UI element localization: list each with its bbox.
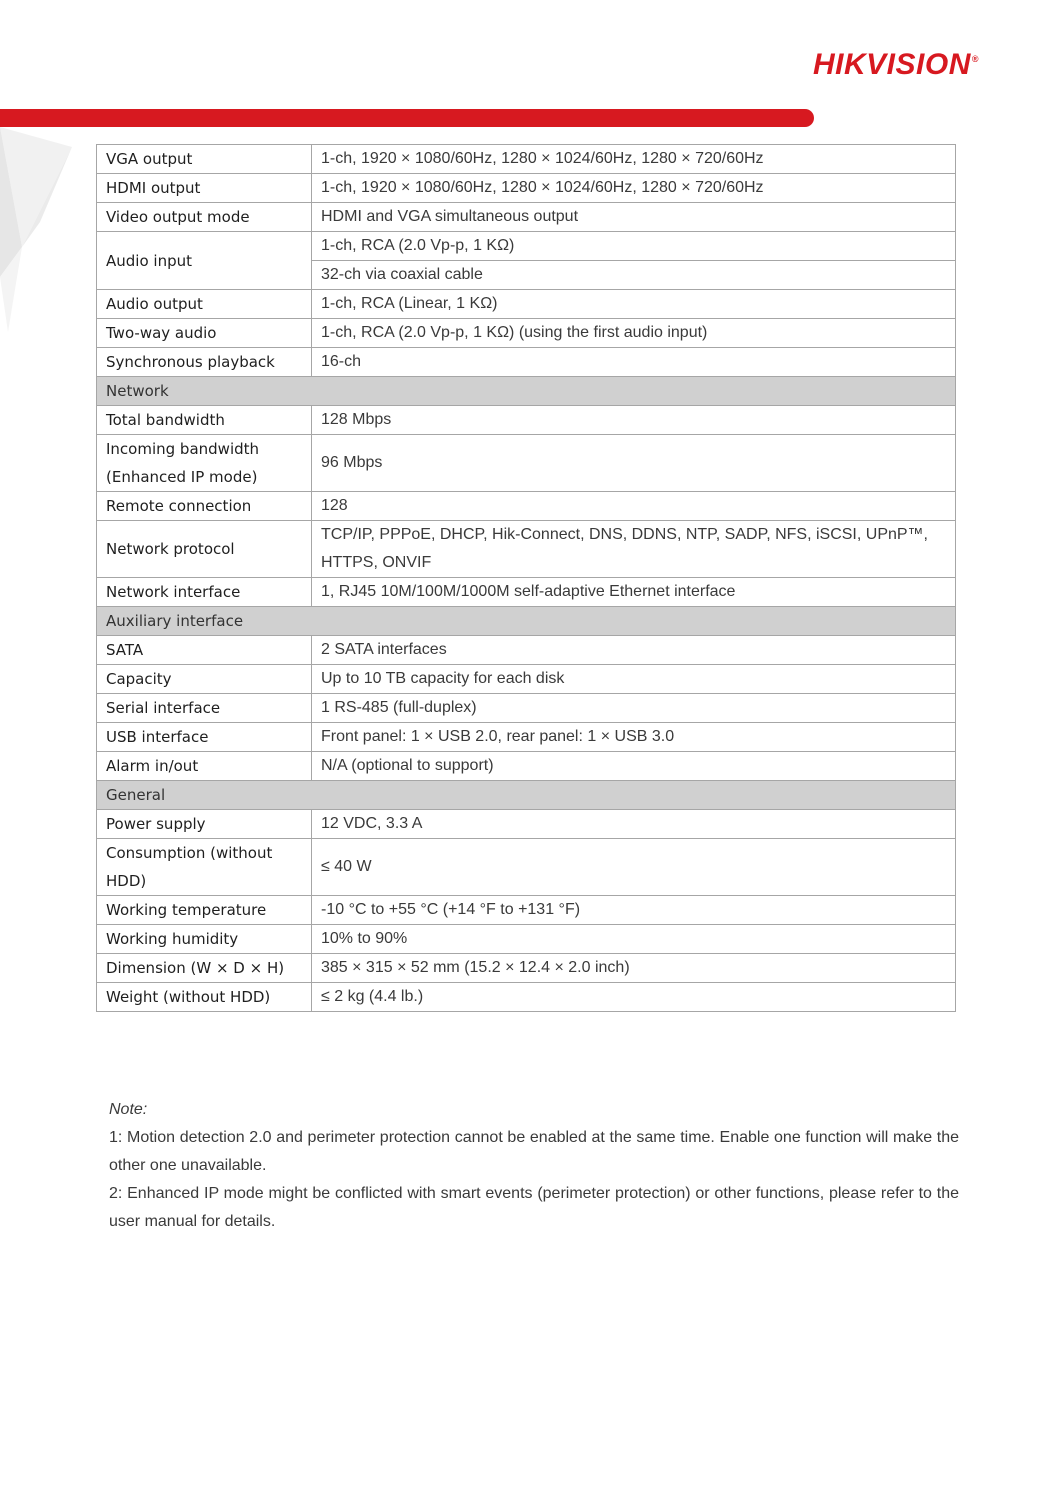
- section-header-row: [97, 377, 956, 406]
- note-item-2: 2: Enhanced IP mode might be conflicted with smart events (perimeter protection) or other functions, please refer to the user manual for details.: [109, 1185, 959, 1230]
- table-row: [97, 983, 956, 1012]
- spec-value: -10 °C to +55 °C (+14 °F to +131 °F): [312, 896, 956, 925]
- table-row: [97, 435, 956, 492]
- table-row: [97, 636, 956, 665]
- spec-label: Alarm in/out: [97, 752, 312, 781]
- spec-label: Dimension (W × D × H): [97, 954, 312, 983]
- spec-value: 1-ch, 1920 × 1080/60Hz, 1280 × 1024/60Hz, 1280 × 720/60Hz: [312, 174, 956, 203]
- table-row: [97, 174, 956, 203]
- table-row: [97, 406, 956, 435]
- table-row: [97, 839, 956, 896]
- spec-value: Front panel: 1 × USB 2.0, rear panel: 1 × USB 3.0: [312, 723, 956, 752]
- spec-value: 1-ch, RCA (2.0 Vp-p, 1 KΩ): [312, 232, 956, 261]
- spec-label: Audio input: [97, 232, 312, 290]
- spec-label: Synchronous playback: [97, 348, 312, 377]
- table-row: [97, 954, 956, 983]
- spec-value: TCP/IP, PPPoE, DHCP, Hik-Connect, DNS, DDNS, NTP, SADP, NFS, iSCSI, UPnP™, HTTPS, ONVIF: [312, 521, 956, 578]
- section-title: Network: [97, 377, 956, 406]
- spec-value: 1-ch, 1920 × 1080/60Hz, 1280 × 1024/60Hz, 1280 × 720/60Hz: [312, 145, 956, 174]
- spec-label: Total bandwidth: [97, 406, 312, 435]
- spec-label: Serial interface: [97, 694, 312, 723]
- table-row: [97, 665, 956, 694]
- spec-label: Video output mode: [97, 203, 312, 232]
- spec-value: ≤ 40 W: [312, 839, 956, 896]
- spec-value: 385 × 315 × 52 mm (15.2 × 12.4 × 2.0 inch): [312, 954, 956, 983]
- logo-text: HIKVISION: [813, 48, 971, 81]
- spec-value: Up to 10 TB capacity for each disk: [312, 665, 956, 694]
- section-title: General: [97, 781, 956, 810]
- table-row: [97, 348, 956, 377]
- spec-value: ≤ 2 kg (4.4 lb.): [312, 983, 956, 1012]
- table-row: [97, 492, 956, 521]
- spec-label: Weight (without HDD): [97, 983, 312, 1012]
- spec-label: Incoming bandwidth (Enhanced IP mode): [97, 435, 312, 492]
- spec-label: Audio output: [97, 290, 312, 319]
- table-row: [97, 723, 956, 752]
- table-row: [97, 521, 956, 578]
- table-row: [97, 578, 956, 607]
- spec-value: 1-ch, RCA (2.0 Vp-p, 1 KΩ) (using the first audio input): [312, 319, 956, 348]
- table-row: [97, 290, 956, 319]
- spec-value: 32-ch via coaxial cable: [312, 261, 956, 290]
- table-row: [97, 319, 956, 348]
- note-title: Note:: [109, 1101, 148, 1118]
- decorative-shards-graphic: [0, 127, 80, 337]
- table-row: [97, 896, 956, 925]
- registered-mark: ®: [971, 54, 979, 64]
- spec-value: 128: [312, 492, 956, 521]
- spec-label: HDMI output: [97, 174, 312, 203]
- spec-label: Consumption (without HDD): [97, 839, 312, 896]
- spec-label: VGA output: [97, 145, 312, 174]
- spec-value: N/A (optional to support): [312, 752, 956, 781]
- hikvision-logo: [813, 48, 979, 82]
- table-row: [97, 752, 956, 781]
- spec-label: SATA: [97, 636, 312, 665]
- table-row: [97, 203, 956, 232]
- spec-label: Working temperature: [97, 896, 312, 925]
- spec-label: Power supply: [97, 810, 312, 839]
- spec-value: 128 Mbps: [312, 406, 956, 435]
- spec-table-body: [97, 145, 956, 1012]
- notes-section: [109, 1096, 959, 1236]
- spec-label: Network interface: [97, 578, 312, 607]
- note-item-1: 1: Motion detection 2.0 and perimeter protection cannot be enabled at the same time. Enable one function will make the other one unavailable.: [109, 1129, 959, 1174]
- table-row: [97, 232, 956, 261]
- spec-label: USB interface: [97, 723, 312, 752]
- spec-value: 1-ch, RCA (Linear, 1 KΩ): [312, 290, 956, 319]
- spec-value: 96 Mbps: [312, 435, 956, 492]
- spec-label: Two-way audio: [97, 319, 312, 348]
- section-title: Auxiliary interface: [97, 607, 956, 636]
- spec-table: [96, 144, 956, 1012]
- spec-value: 10% to 90%: [312, 925, 956, 954]
- table-row: [97, 810, 956, 839]
- spec-value: 1, RJ45 10M/100M/1000M self-adaptive Ethernet interface: [312, 578, 956, 607]
- section-header-row: [97, 781, 956, 810]
- section-header-row: [97, 607, 956, 636]
- table-row: [97, 694, 956, 723]
- spec-value: 12 VDC, 3.3 A: [312, 810, 956, 839]
- spec-label: Working humidity: [97, 925, 312, 954]
- table-row: [97, 145, 956, 174]
- table-row: [97, 925, 956, 954]
- spec-label: Remote connection: [97, 492, 312, 521]
- spec-value: 2 SATA interfaces: [312, 636, 956, 665]
- spec-value: 1 RS-485 (full-duplex): [312, 694, 956, 723]
- spec-value: HDMI and VGA simultaneous output: [312, 203, 956, 232]
- spec-label: Network protocol: [97, 521, 312, 578]
- spec-label: Capacity: [97, 665, 312, 694]
- header-red-band: [0, 109, 814, 127]
- spec-value: 16-ch: [312, 348, 956, 377]
